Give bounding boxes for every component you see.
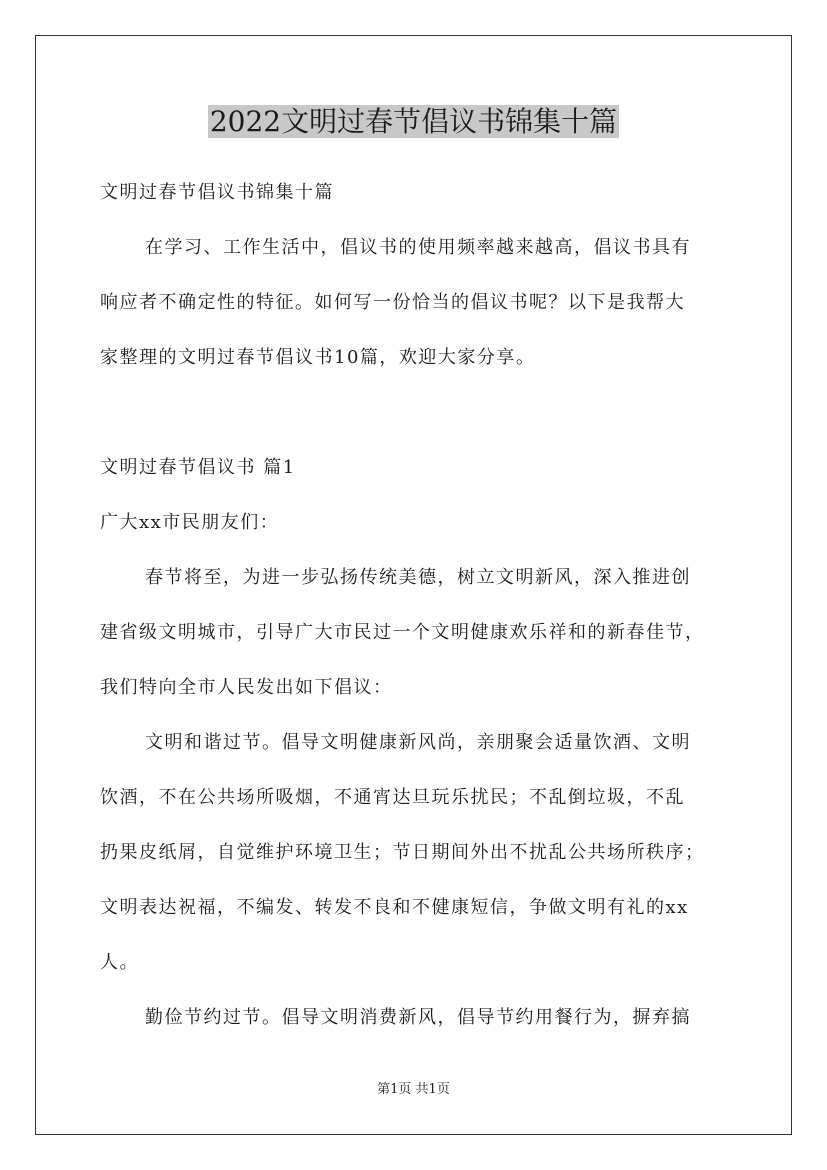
intro-paragraph-line: 在学习、工作生活中，倡议书的使用频率越来越高，倡议书具有	[145, 237, 691, 258]
document-body	[100, 165, 730, 1045]
intro-paragraph-line: 响应者不确定性的特征。如何写一份恰当的倡议书呢？以下是我帮大	[100, 292, 685, 313]
body-paragraph-line: 勤俭节约过节。倡导文明消费新风，倡导节约用餐行为，摒弃搞	[145, 1007, 691, 1028]
section-heading: 文明过春节倡议书 篇1	[100, 457, 296, 478]
section-spacer	[100, 385, 730, 440]
body-paragraph-line: 我们特向全市人民发出如下倡议：	[100, 677, 393, 698]
document-title: 2022文明过春节倡议书锦集十篇	[209, 105, 618, 138]
subtitle-line: 文明过春节倡议书锦集十篇	[100, 182, 334, 203]
body-paragraph-line: 文明和谐过节。倡导文明健康新风尚，亲朋聚会适量饮酒、文明	[145, 732, 691, 753]
salutation-line: 广大xx市民朋友们：	[100, 512, 280, 533]
body-paragraph-line: 春节将至，为进一步弘扬传统美德，树立文明新风，深入推进创	[145, 567, 691, 588]
intro-paragraph-line: 家整理的文明过春节倡议书10篇，欢迎大家分享。	[100, 347, 536, 368]
page-number-footer: 第1页 共1页	[377, 1082, 450, 1097]
body-paragraph-line: 饮酒，不在公共场所吸烟，不通宵达旦玩乐扰民；不乱倒垃圾，不乱	[100, 787, 685, 808]
body-paragraph-line: 人。	[100, 952, 139, 973]
body-paragraph-line: 扔果皮纸屑，自觉维护环境卫生；节日期间外出不扰乱公共场所秩序；	[100, 842, 705, 863]
body-paragraph-line: 文明表达祝福，不编发、转发不良和不健康短信，争做文明有礼的xx	[100, 897, 689, 918]
body-paragraph-line: 建省级文明城市，引导广大市民过一个文明健康欢乐祥和的新春佳节，	[100, 622, 705, 643]
